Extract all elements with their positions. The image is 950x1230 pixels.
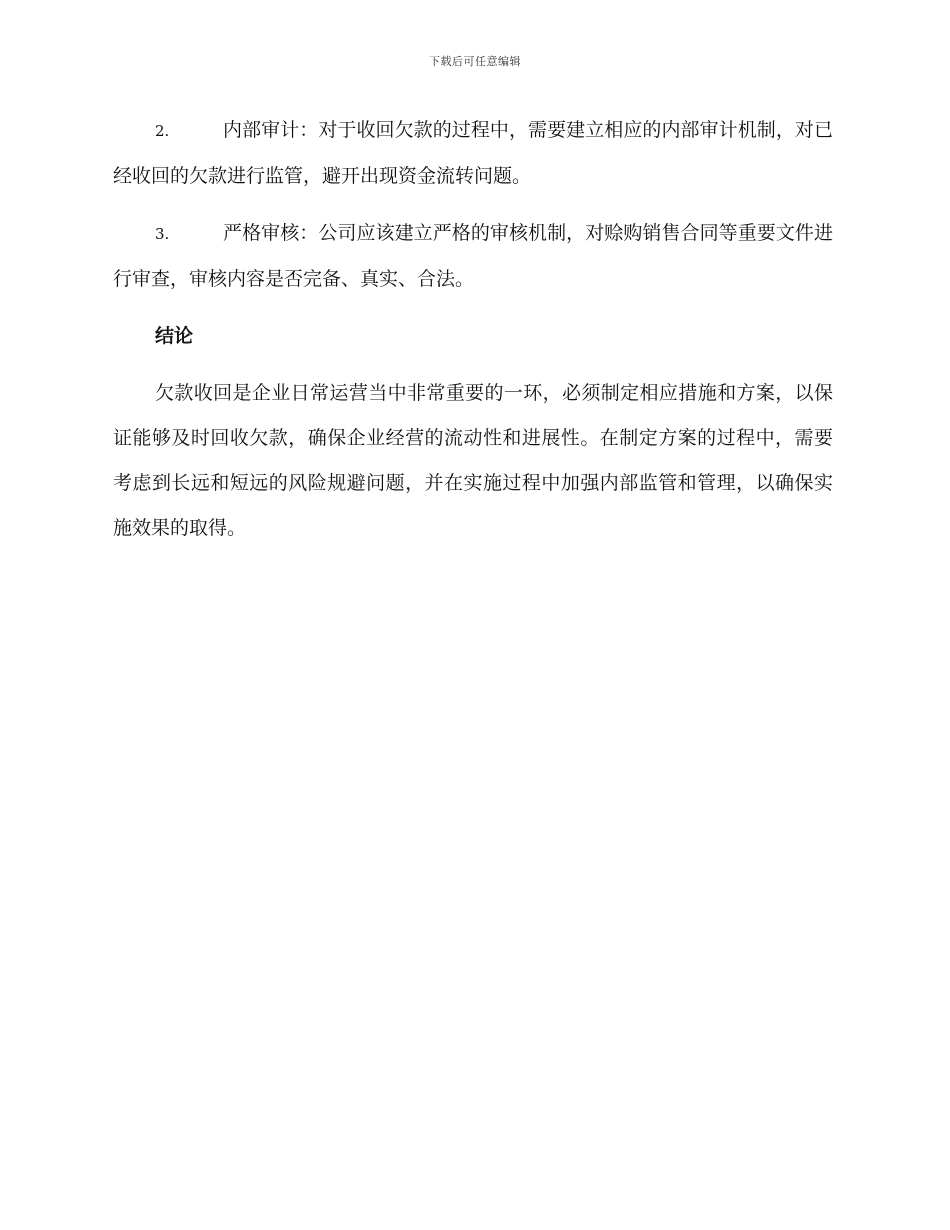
list-item-number: 2.: [155, 122, 170, 140]
list-item-number: 3.: [155, 225, 170, 243]
section-heading: 结论: [155, 325, 194, 347]
conclusion-paragraph: 欠款收回是企业日常运营当中非常重要的一环，必须制定相应措施和方案，以保证能够及时回收欠款，确保企业经营的流动性和进展性。在制定方案的过程中，需要考虑到长远和短远的风险规避问题，并在实施过程中加强内部监管和管理，以确保实施效果的取得。: [113, 382, 833, 539]
list-item: [113, 108, 833, 199]
document-content: [113, 108, 833, 563]
list-item-text: 内部审计：对于收回欠款的过程中，需要建立相应的内部审计机制，对已经收回的欠款进行监管，避开出现资金流转问题。: [113, 119, 833, 187]
page-header: 下载后可任意编辑: [429, 55, 521, 68]
list-item: [113, 211, 833, 302]
list-item-text: 严格审核：公司应该建立严格的审核机制，对赊购销售合同等重要文件进行审查，审核内容是否完备、真实、合法。: [113, 222, 833, 290]
